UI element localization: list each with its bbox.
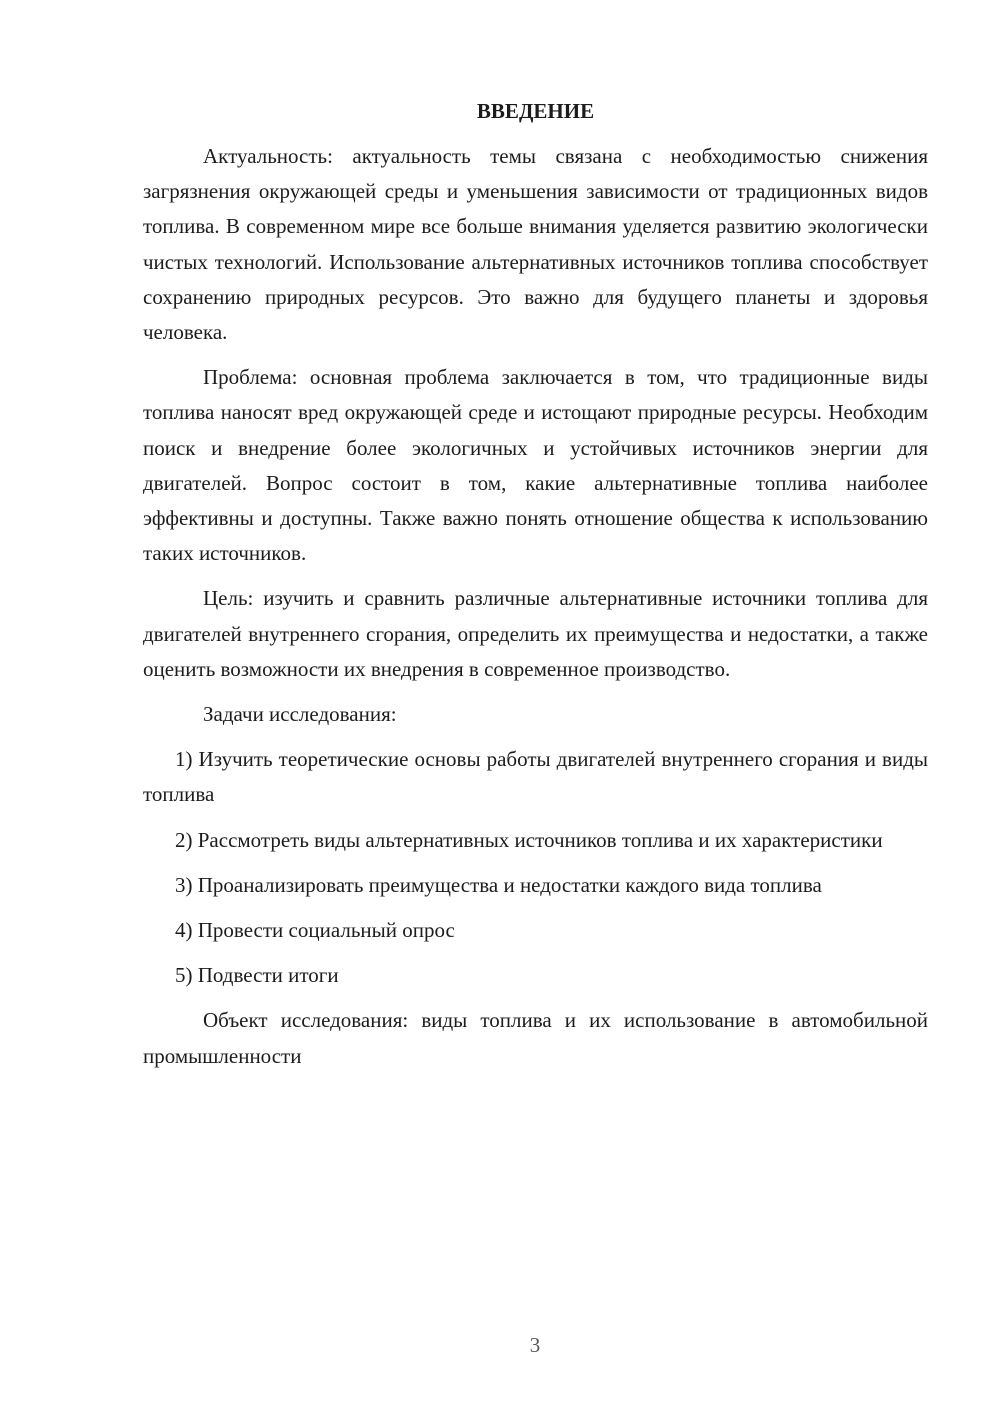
problem-paragraph: Проблема: основная проблема заключается в том, что традиционные виды топлива наносят вред окружающей среде и истощают природные ресурсы. Необходим поиск и внедрение более экологичных и устойчивых источников энергии для двигателей. Вопрос состоит в том, какие альтернативные топлива наиболее эффективны и доступны. Также важно понять отношение общества к использованию таких источников.	[143, 365, 928, 566]
task-item-1: 1) Изучить теоретические основы работы двигателей внутреннего сгорания и виды топлива	[143, 747, 928, 807]
document-page	[143, 94, 928, 1084]
goal-paragraph: Цель: изучить и сравнить различные альтернативные источники топлива для двигателей внутреннего сгорания, определить их преимущества и недостатки, а также оценить возможности их внедрения в современное производство.	[143, 586, 928, 681]
tasks-title: Задачи исследования:	[203, 702, 397, 727]
task-item-5: 5) Подвести итоги	[175, 963, 339, 988]
relevance-paragraph: Актуальность: актуальность темы связана с необходимостью снижения загрязнения окружающей среды и уменьшения зависимости от традиционных видов топлива. В современном мире все больше внимания уделяется развитию экологически чистых технологий. Использование альтернативных источников топлива способствует сохранению природных ресурсов. Это важно для будущего планеты и здоровья человека.	[143, 144, 928, 345]
task-item-3: 3) Проанализировать преимущества и недостатки каждого вида топлива	[175, 872, 822, 897]
object-paragraph: Объект исследования: виды топлива и их использование в автомобильной промышленности	[143, 1008, 928, 1068]
page-number: 3	[529, 1333, 541, 1357]
task-item-4: 4) Провести социальный опрос	[175, 918, 455, 943]
section-heading: ВВЕДЕНИЕ	[476, 99, 595, 123]
task-item-2: 2) Рассмотреть виды альтернативных источников топлива и их характеристики	[175, 827, 883, 852]
